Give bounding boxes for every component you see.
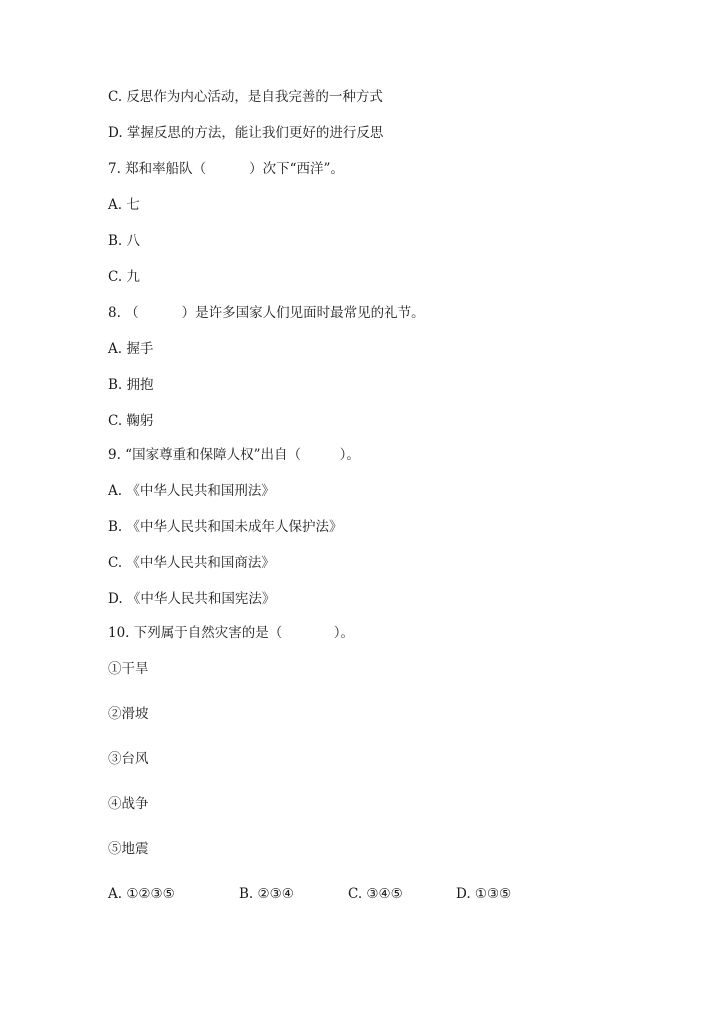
q6-option-d: D. 掌握反思的方法，能让我们更好的进行反思 <box>108 125 384 141</box>
q6-option-c: C. 反思作为内心活动，是自我完善的一种方式 <box>108 89 383 105</box>
q10-answer-a: A. ①②③⑤ <box>108 886 175 902</box>
q9-stem: 9. “国家尊重和保障人权”出自（ ）。 <box>108 447 360 463</box>
q9-option-c: C. 《中华人民共和国商法》 <box>108 555 275 571</box>
q7-option-c: C. 九 <box>108 269 140 285</box>
q9-option-b: B. 《中华人民共和国未成年人保护法》 <box>108 519 343 535</box>
q8-option-a: A. 握手 <box>108 341 154 357</box>
q10-item-1: ①干旱 <box>108 661 149 677</box>
q7-option-a: A. 七 <box>108 197 140 213</box>
q10-answer-b: B. ②③④ <box>239 886 294 902</box>
q9-option-d: D. 《中华人民共和国宪法》 <box>108 591 276 607</box>
q10-answer-c: C. ③④⑤ <box>348 886 403 902</box>
q8-stem: 8. （ ）是许多国家人们见面时最常见的礼节。 <box>108 305 425 321</box>
q10-item-4: ④战争 <box>108 796 149 812</box>
q8-option-b: B. 拥抱 <box>108 377 154 393</box>
q10-answer-d: D. ①③⑤ <box>456 886 512 902</box>
q7-option-b: B. 八 <box>108 233 141 249</box>
q10-item-2: ②滑坡 <box>108 706 149 722</box>
q10-stem: 10. 下列属于自然灾害的是（ ）。 <box>108 625 355 641</box>
q10-answer-options <box>108 885 668 903</box>
q9-option-a: A. 《中华人民共和国刑法》 <box>108 483 275 499</box>
q7-stem: 7. 郑和率船队（ ）次下“西洋”。 <box>108 161 344 177</box>
q10-item-5: ⑤地震 <box>108 841 149 857</box>
q8-option-c: C. 鞠躬 <box>108 413 154 429</box>
q10-item-3: ③台风 <box>108 751 149 767</box>
